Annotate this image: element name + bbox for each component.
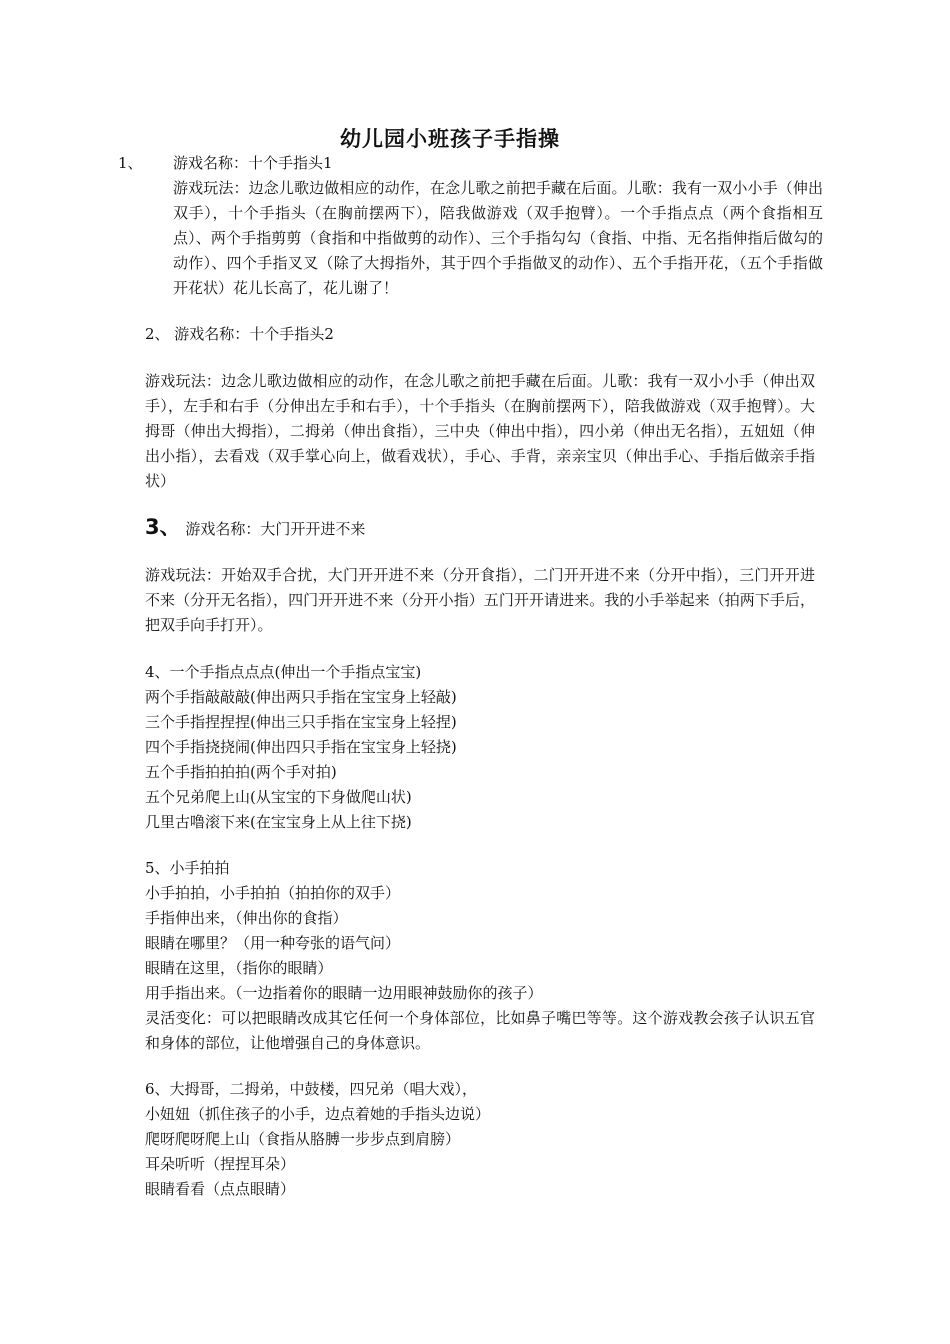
section-2-heading-text: 2、 游戏名称：十个手指头2 xyxy=(145,325,334,343)
section-5-line: 小手拍拍，小手拍拍（拍拍你的双手） xyxy=(145,884,401,902)
section-5-line: 5、小手拍拍 xyxy=(145,859,230,877)
section-5-line: 用手指出来。（一边指着你的眼睛一边用眼神鼓励你的孩子） xyxy=(145,984,543,1002)
section-5-line: 手指伸出来，（伸出你的食指） xyxy=(145,909,348,927)
section-2-play: 游戏玩法：边念儿歌边做相应的动作，在念儿歌之前把手藏在后面。儿歌：我有一双小小手（伸出双手），左手和右手（分伸出左手和右手），十个手指头（在胸前摆两下），陪我做游戏（双手抱臂）。大拇哥（伸出大拇指），二拇弟（伸出食指），三中央（伸出中指），四小弟（伸出无名指），五妞妞（伸出小指），去看戏（双手掌心向上，做看戏状），手心、手背，亲亲宝贝（伸出手心、手指后做亲手指状） xyxy=(145,372,815,490)
section-6-line: 眼睛看看（点点眼睛） xyxy=(145,1180,296,1198)
section-4-line: 三个手指捏捏捏(伸出三只手指在宝宝身上轻捏) xyxy=(145,713,457,731)
section-1-name: 游戏名称：十个手指头1 xyxy=(173,154,333,172)
section-4-line: 几里古噜滚下来(在宝宝身上从上往下挠) xyxy=(145,813,412,831)
section-4-line: 4、一个手指点点点(伸出一个手指点宝宝) xyxy=(145,663,422,681)
section-6 xyxy=(145,1077,815,1202)
section-6-line: 小妞妞（抓住孩子的小手，边点着她的手指头边说） xyxy=(145,1105,491,1123)
section-3-name: 游戏名称：大门开开进不来 xyxy=(185,520,366,538)
section-5-line: 眼睛在哪里？（用一种夸张的语气问） xyxy=(145,934,401,952)
section-5 xyxy=(145,856,815,1056)
section-4 xyxy=(145,660,815,835)
page-title: 幼儿园小班孩子手指操 xyxy=(340,127,560,151)
section-2-heading xyxy=(145,322,815,347)
section-4-line: 两个手指敲敲敲(伸出两只手指在宝宝身上轻敲) xyxy=(145,688,457,706)
section-5-note: 灵活变化：可以把眼睛改成其它任何一个身体部位，比如鼻子嘴巴等等。这个游戏教会孩子认识五官和身体的部位，让他增强自己的身体意识。 xyxy=(145,1009,815,1052)
section-4-line: 五个手指拍拍拍(两个手对拍) xyxy=(145,763,337,781)
section-1-play: 游戏玩法：边念儿歌边做相应的动作，在念儿歌之前把手藏在后面。儿歌：我有一双小小手（伸出双手），十个手指头（在胸前摆两下），陪我做游戏（双手抱臂）。一个手指点点（两个食指相互点）、两个手指剪剪（食指和中指做剪的动作）、三个手指勾勾（食指、中指、无名指伸指后做勾的动作）、四个手指叉叉（除了大拇指外，其于四个手指做叉的动作）、五个手指开花，（五个手指做开花状）花儿长高了，花儿谢了！ xyxy=(173,179,823,297)
section-1 xyxy=(173,151,823,301)
section-1-number: 1、 xyxy=(118,154,143,172)
section-4-line: 五个兄弟爬上山(从宝宝的下身做爬山状) xyxy=(145,788,412,806)
section-5-line: 眼睛在这里，（指你的眼睛） xyxy=(145,959,333,977)
section-6-line: 耳朵听听（捏捏耳朵） xyxy=(145,1155,296,1173)
section-6-line: 爬呀爬呀爬上山（食指从胳膊一步步点到肩膀） xyxy=(145,1130,461,1148)
section-6-line: 6、大拇哥，二拇弟，中鼓楼，四兄弟（唱大戏）， xyxy=(145,1080,478,1098)
section-3-play: 游戏玩法：开始双手合扰，大门开开进不来（分开食指），二门开开进不来（分开中指），三门开开进不来（分开无名指），四门开开进不来（分开小指）五门开开请进来。我的小手举起来（拍两下手后，把双手向手打开）。 xyxy=(145,566,815,634)
section-3-heading xyxy=(145,515,815,542)
section-4-line: 四个手指挠挠闹(伸出四只手指在宝宝身上轻挠) xyxy=(145,738,457,756)
section-3-number: 3、 xyxy=(145,515,181,539)
